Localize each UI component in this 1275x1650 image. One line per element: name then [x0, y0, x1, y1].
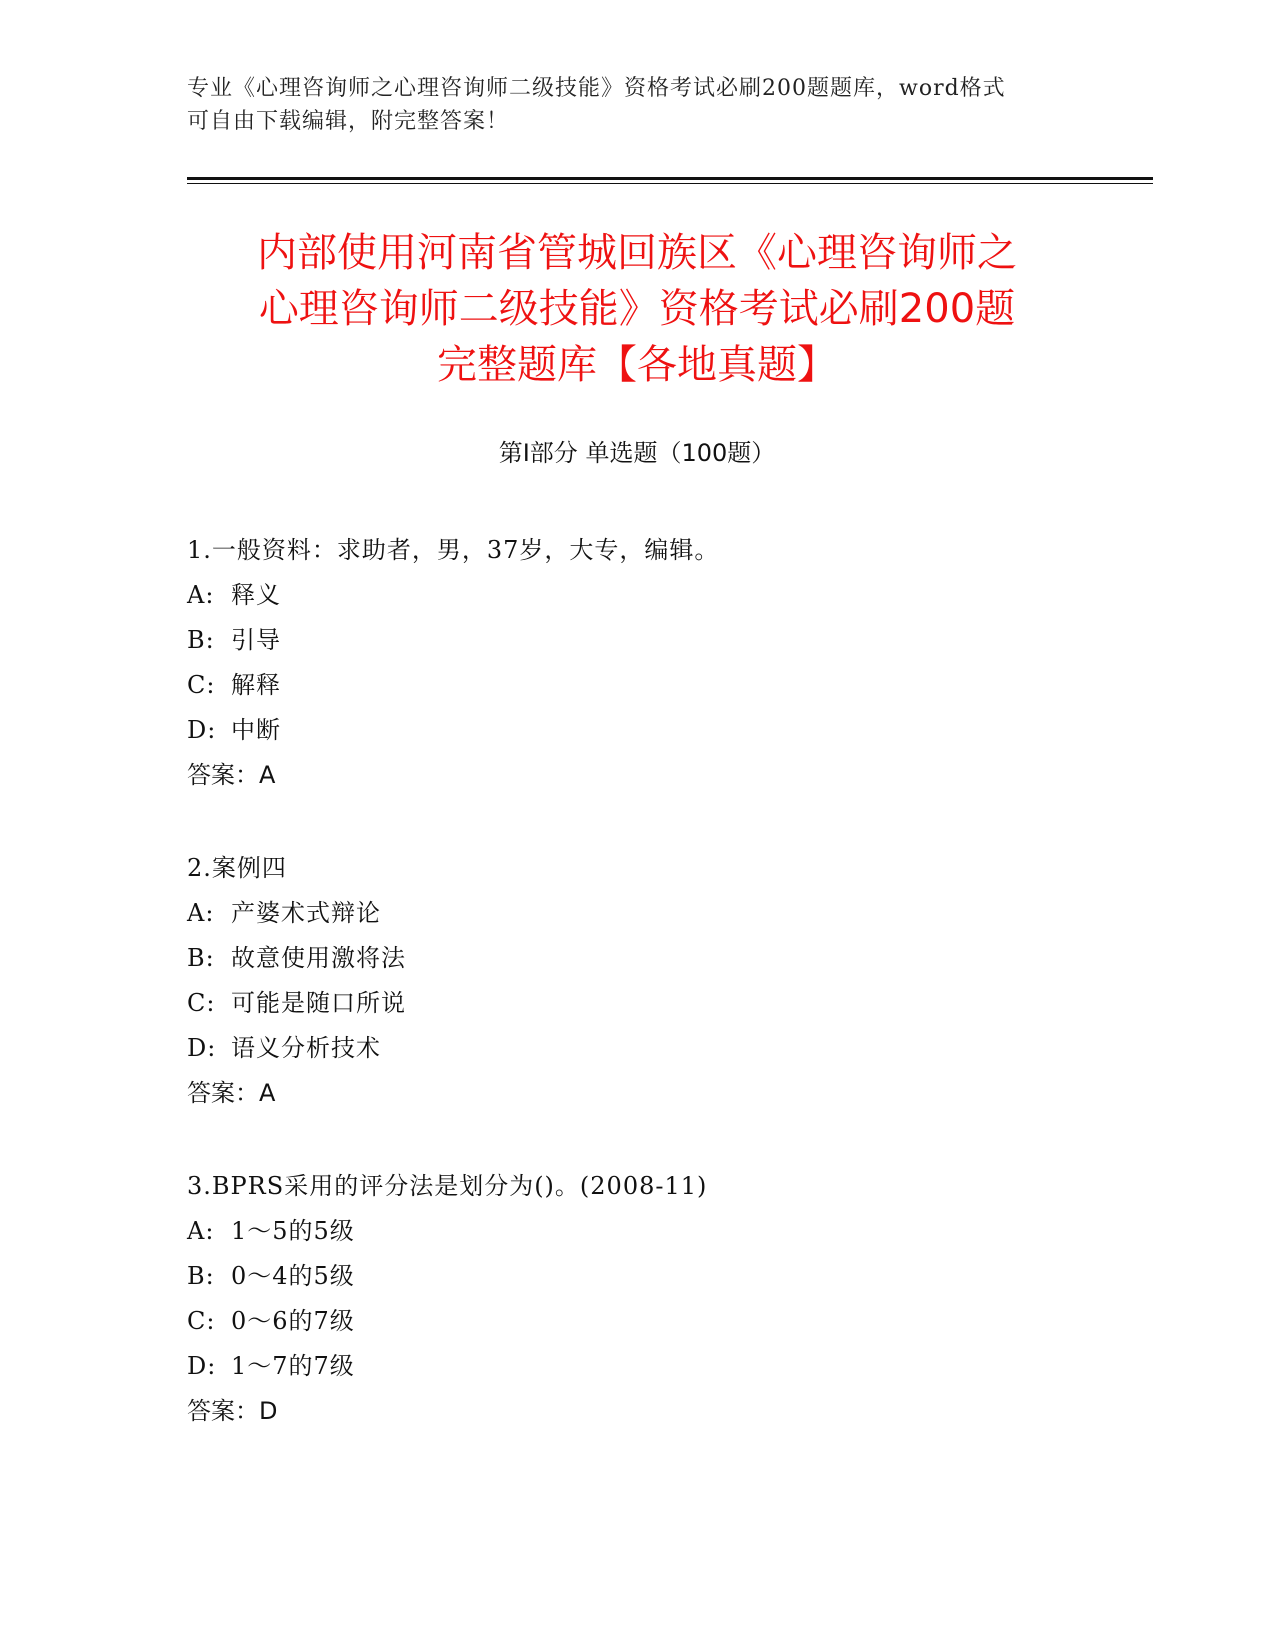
option-letter: B: [187, 626, 215, 654]
document-title-line2: 心理咨询师二级技能》资格考试必刷200题 [258, 286, 1016, 332]
option-text: 1～7的7级 [231, 1352, 355, 1380]
document-title [187, 225, 1087, 393]
question-text: 1.一般资料：求助者，男，37岁，大专，编辑。 [187, 536, 720, 564]
option-letter: B: [187, 1262, 215, 1290]
option-c [187, 663, 1147, 708]
answer: 答案：A [187, 761, 276, 789]
question-text: 2.案例四 [187, 854, 287, 882]
document-title-line1: 内部使用河南省管城回族区《心理咨询师之 [257, 230, 1017, 276]
question-text: 3.BPRS采用的评分法是划分为()。(2008-11) [187, 1172, 708, 1200]
option-b [187, 936, 1147, 981]
option-text: 0～4的5级 [231, 1262, 355, 1290]
question-list [187, 528, 1147, 1482]
option-text: 产婆术式辩论 [231, 899, 381, 927]
option-letter: C: [187, 671, 216, 699]
header-divider-thin [187, 183, 1153, 184]
option-text: 故意使用激将法 [231, 944, 406, 972]
document-title-line3: 完整题库【各地真题】 [437, 342, 837, 388]
header-note [187, 72, 1087, 138]
question-1 [187, 528, 1147, 798]
section-title: 第Ⅰ部分 单选题（100题） [498, 439, 776, 467]
option-letter: B: [187, 944, 215, 972]
option-letter: C: [187, 1307, 216, 1335]
option-text: 1～5的5级 [231, 1217, 355, 1245]
header-note-line1: 专业《心理咨询师之心理咨询师二级技能》资格考试必刷200题题库，word格式 [187, 76, 1006, 101]
option-text: 中断 [231, 716, 281, 744]
option-letter: D: [187, 1034, 217, 1062]
option-text: 0～6的7级 [231, 1307, 355, 1335]
option-text: 解释 [231, 671, 281, 699]
option-b [187, 618, 1147, 663]
option-letter: A: [187, 899, 215, 927]
option-d [187, 1026, 1147, 1071]
header-divider-thick [187, 177, 1153, 180]
header-note-line2: 可自由下载编辑，附完整答案！ [187, 109, 510, 134]
option-letter: A: [187, 1217, 215, 1245]
option-c [187, 981, 1147, 1026]
question-2 [187, 846, 1147, 1116]
option-d [187, 1344, 1147, 1389]
option-letter: D: [187, 716, 217, 744]
answer: 答案：D [187, 1397, 278, 1425]
option-a [187, 891, 1147, 936]
option-d [187, 708, 1147, 753]
question-3 [187, 1164, 1147, 1434]
option-text: 引导 [231, 626, 281, 654]
option-letter: C: [187, 989, 216, 1017]
option-a [187, 1209, 1147, 1254]
option-letter: D: [187, 1352, 217, 1380]
option-text: 语义分析技术 [231, 1034, 381, 1062]
option-text: 释义 [231, 581, 281, 609]
option-a [187, 573, 1147, 618]
answer: 答案：A [187, 1079, 276, 1107]
option-c [187, 1299, 1147, 1344]
option-text: 可能是随口所说 [231, 989, 406, 1017]
option-b [187, 1254, 1147, 1299]
option-letter: A: [187, 581, 215, 609]
